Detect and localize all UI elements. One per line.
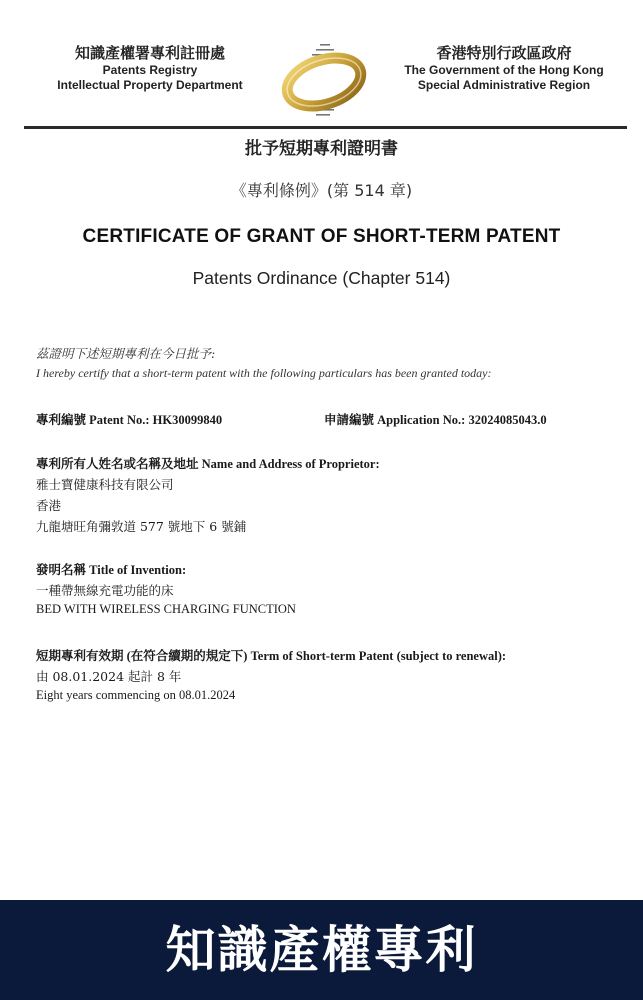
patent-term-label: 短期專利有效期 (在符合續期的規定下) Term of Short-term Patent (subject to renewal): [36,649,507,663]
proprietor-address: 九龍塘旺角彌敦道 577 號地下 6 號鋪 [36,519,247,534]
application-number-row [324,410,547,428]
government-name-en-line2: Special Administrative Region [417,78,591,92]
proprietor-name: 雅士寶健康科技有限公司 [36,477,174,492]
government-name-en-line1: The Government of the Hong Kong [404,63,604,77]
hksar-ring-logo-icon [278,40,370,122]
patents-registry-name-zh: 知識產權署專利註冊處 [74,44,225,62]
hksar-government-heading [384,44,624,93]
government-name-zh: 香港特別行政區政府 [436,44,572,62]
patent-number-value: HK30099840 [152,413,223,427]
proprietor-region: 香港 [36,498,62,513]
invention-title-label: 發明名稱 Title of Invention: [36,563,187,577]
application-number-value: 32024085043.0 [468,413,547,427]
certificate-header [0,0,643,126]
caption-banner [0,900,643,1000]
patents-registry-heading [30,44,270,93]
application-number-label: 申請編號 Application No.: [324,413,466,427]
ordinance-en: Patents Ordinance (Chapter 514) [192,268,451,288]
patent-term-zh: 由 08.01.2024 起計 8 年 [36,669,182,684]
patent-number-row [36,410,222,428]
invention-title-en: BED WITH WIRELESS CHARGING FUNCTION [36,602,296,616]
proprietor-label: 專利所有人姓名或名稱及地址 Name and Address of Proprietor: [36,457,380,471]
patents-registry-name-en: Patents Registry [102,63,198,77]
certify-statement-en: I hereby certify that a short-term patent with the following particulars has been granted today: [36,366,492,380]
department-name-en: Intellectual Property Department [57,78,243,92]
ordinance-zh: 《專利條例》(第 514 章) [230,181,413,200]
certify-statement-zh: 茲證明下述短期專利在今日批予: [36,346,216,361]
certificate-title-zh: 批予短期專利證明書 [245,139,398,159]
caption-banner-text: 知識產權專利 [165,921,478,979]
invention-title-zh: 一種帶無線充電功能的床 [36,583,174,598]
header-divider [24,126,627,129]
certificate-title-en: CERTIFICATE OF GRANT OF SHORT-TERM PATENT [82,226,561,247]
patent-number-label: 專利編號 Patent No.: [36,413,150,427]
patent-term-en: Eight years commencing on 08.01.2024 [36,688,236,702]
